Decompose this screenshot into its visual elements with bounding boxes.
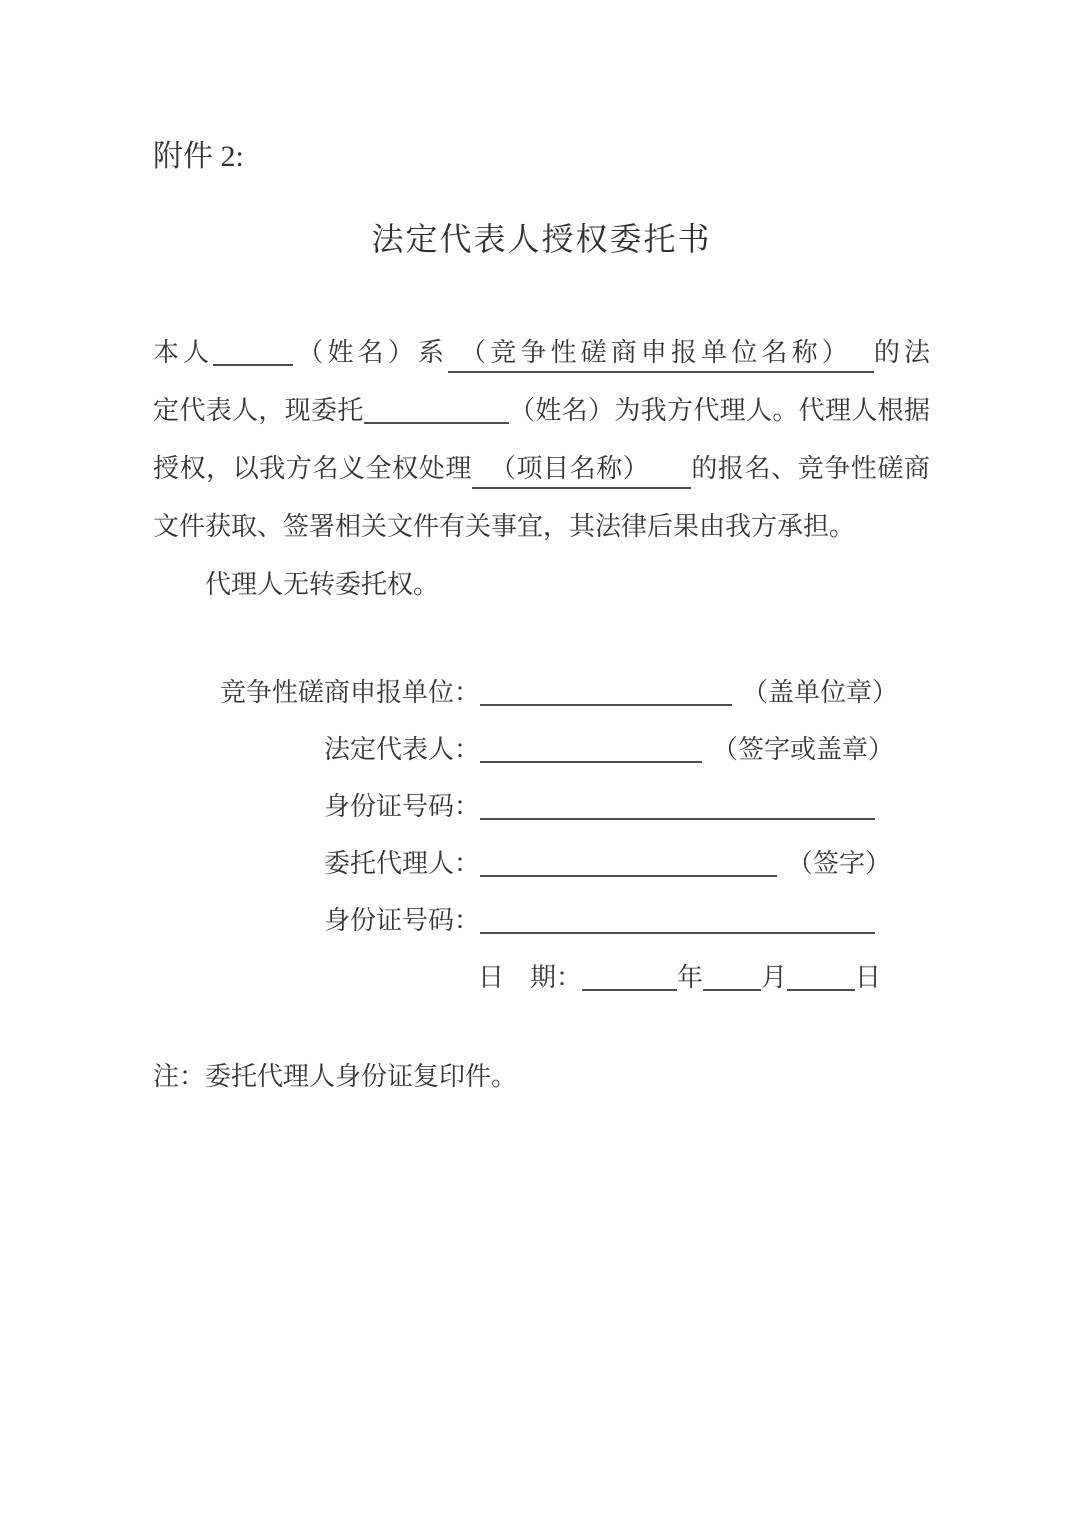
signature-row-legal-representative: [153, 721, 930, 778]
paragraph-line-3: [153, 440, 930, 498]
date-label: 日 期：: [478, 963, 583, 992]
principal-name-blank: [213, 340, 293, 366]
footnote: 注：委托代理人身份证复印件。: [153, 1062, 518, 1091]
project-name-blank: （项目名称）: [472, 454, 691, 489]
day-label: 日: [855, 963, 882, 992]
entrusted-agent-signature-blank: [480, 851, 777, 877]
paragraph-2: 代理人无转委托权。: [205, 570, 440, 599]
paragraph-line-1-pre: 本人: [153, 338, 214, 367]
legal-representative-label: 法定代表人：: [323, 735, 480, 764]
date-row: [153, 949, 930, 1006]
paragraph-line-2: [153, 382, 930, 440]
paragraph-line-4: 文件获取、签署相关文件有关事宜，其法律后果由我方承担。: [153, 512, 856, 541]
paragraph-line-2-pre: 定代表人，现委托: [153, 396, 364, 425]
legal-representative-signature-blank: [480, 737, 702, 763]
paragraph-line-1: [153, 324, 930, 382]
applicant-unit-name-blank: （竞争性磋商申报单位名称）: [448, 338, 874, 373]
legal-representative-id-blank: [480, 794, 875, 820]
authorization-paragraph: [153, 324, 930, 614]
legal-representative-id-label: 身份证号码：: [323, 792, 480, 821]
date-year-blank: [582, 965, 677, 991]
signature-row-applicant-unit: [153, 664, 930, 721]
month-label: 月: [761, 963, 788, 992]
entrusted-agent-label: 委托代理人：: [323, 849, 480, 878]
signature-row-legal-representative-id: [153, 778, 930, 835]
entrusted-agent-id-blank: [480, 908, 875, 934]
signature-row-entrusted-agent-id: [153, 892, 930, 949]
paragraph-line-3-pre: 授权，以我方名义全权处理: [153, 454, 472, 483]
entrusted-agent-id-label: 身份证号码：: [323, 906, 480, 935]
legal-representative-sign-hint: （签字或盖章）: [712, 735, 895, 764]
paragraph-line-3-end: 的报名、竞争性磋商: [691, 454, 930, 483]
document-title: 法定代表人授权委托书: [371, 221, 712, 257]
paragraph-line-1-mid: （姓名）系: [293, 338, 449, 367]
signature-row-entrusted-agent: [153, 835, 930, 892]
paragraph-line-1-end: 的法: [873, 338, 930, 367]
paragraph-line-2-end: （姓名）为我方代理人。代理人根据: [508, 396, 930, 425]
signature-block: [153, 664, 930, 1006]
entrusted-agent-sign-hint: （签字）: [787, 849, 892, 878]
year-label: 年: [677, 963, 704, 992]
date-day-blank: [787, 965, 855, 991]
applicant-unit-seal-hint: （盖单位章）: [742, 678, 899, 707]
attachment-label: 附件 2:: [153, 140, 244, 173]
date-month-blank: [703, 965, 761, 991]
applicant-unit-label: 竞争性磋商申报单位：: [219, 678, 480, 707]
applicant-unit-signature-blank: [480, 680, 732, 706]
agent-name-blank: [364, 398, 509, 424]
